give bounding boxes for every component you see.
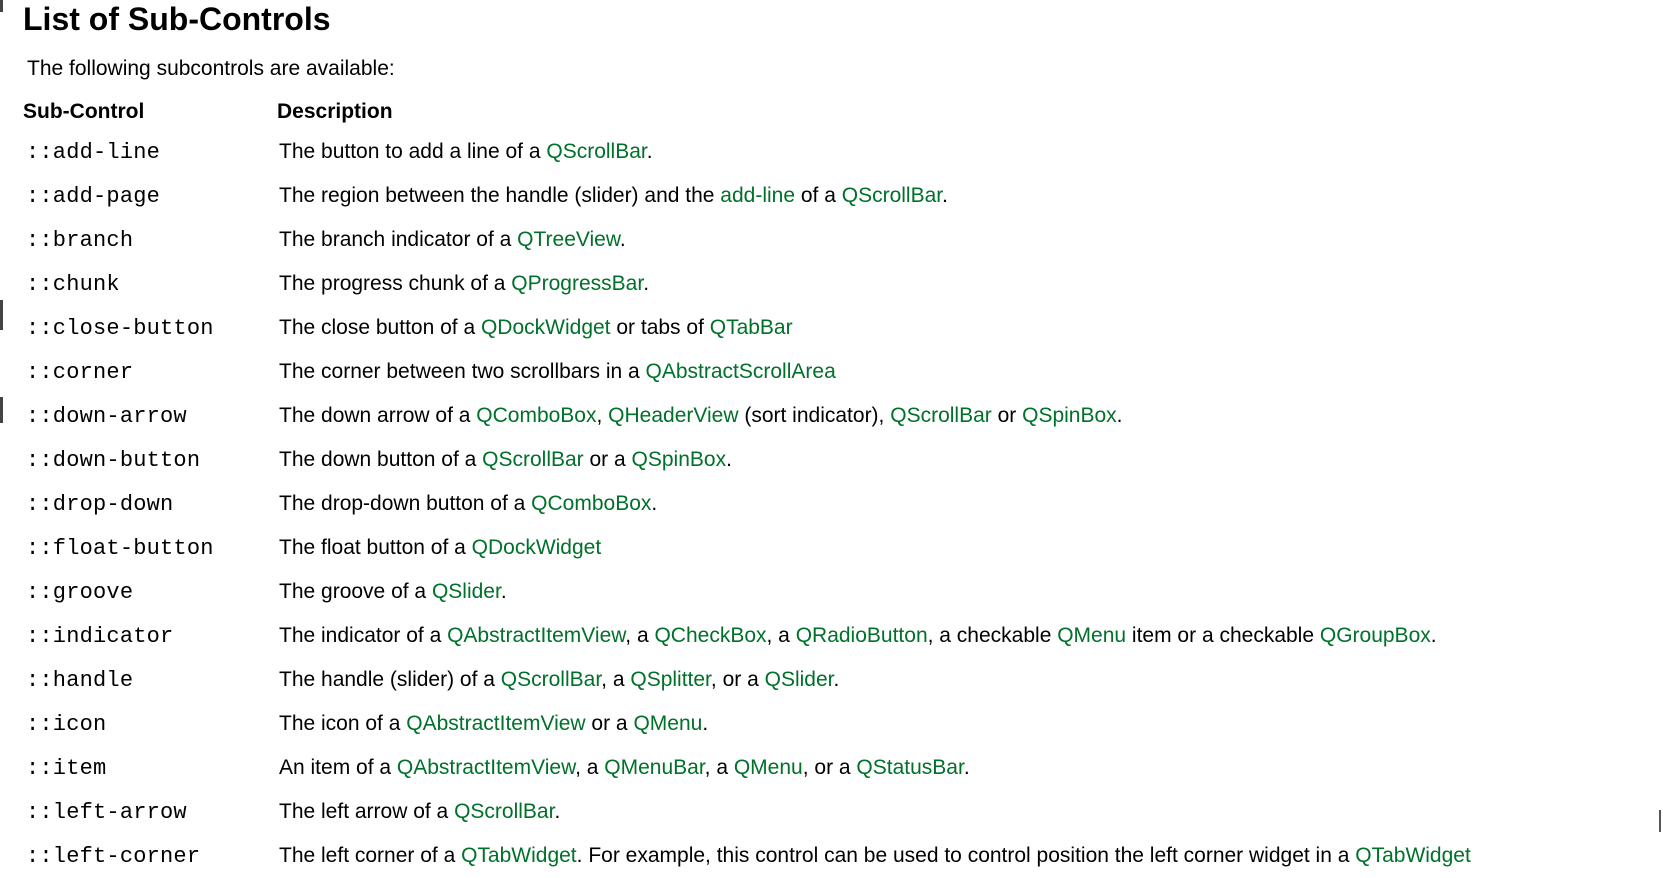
edge-mark	[0, 0, 3, 12]
description-text: .	[833, 668, 840, 691]
table-row	[23, 174, 1471, 218]
description-text: or a	[583, 448, 632, 471]
description-text: The branch indicator of a	[279, 228, 518, 251]
description-text: The icon of a	[279, 712, 407, 735]
subcontrols-table	[23, 94, 1471, 878]
subcontrol-description	[277, 790, 1471, 834]
subcontrol-name: ::indicator	[26, 623, 174, 649]
doc-link[interactable]: QGroupBox	[1319, 624, 1431, 647]
doc-link[interactable]: QMenu	[733, 756, 803, 779]
subcontrol-name: ::down-button	[26, 447, 201, 473]
description-text: , a	[704, 756, 734, 779]
doc-link[interactable]: QRadioButton	[795, 624, 928, 647]
description-text: .	[702, 712, 709, 735]
doc-link[interactable]: QDockWidget	[480, 316, 611, 339]
scrollbar[interactable]	[1657, 0, 1663, 871]
subcontrol-description	[277, 394, 1471, 438]
table-body	[23, 130, 1471, 878]
subcontrol-name: ::icon	[26, 711, 107, 737]
subcontrol-name: ::left-corner	[26, 843, 201, 869]
window-left-edge	[0, 0, 4, 871]
table-row	[23, 834, 1471, 878]
subcontrol-name: ::branch	[26, 227, 134, 253]
description-text: , or a	[802, 756, 857, 779]
doc-link[interactable]: QSpinBox	[1022, 404, 1117, 427]
doc-link[interactable]: QHeaderView	[608, 404, 739, 427]
doc-link[interactable]: QAbstractItemView	[396, 756, 576, 779]
subcontrol-name: ::corner	[26, 359, 134, 385]
table-row	[23, 614, 1471, 658]
table-row	[23, 394, 1471, 438]
description-text: , a	[575, 756, 605, 779]
subcontrol-name: ::groove	[26, 579, 134, 605]
header-description: Description	[277, 100, 393, 123]
subcontrol-description	[277, 174, 1471, 218]
doc-link[interactable]: QScrollBar	[546, 140, 647, 163]
subcontrol-description	[277, 218, 1471, 262]
subcontrol-name: ::item	[26, 755, 107, 781]
doc-link[interactable]: QSpinBox	[631, 448, 727, 471]
description-text: , a	[625, 624, 655, 647]
subcontrol-description	[277, 526, 1471, 570]
subcontrol-description	[277, 658, 1471, 702]
description-text: .	[500, 580, 507, 603]
subcontrol-description	[277, 130, 1471, 174]
table-row	[23, 482, 1471, 526]
description-text: The region between the handle (slider) and the	[279, 184, 721, 207]
doc-link[interactable]: QScrollBar	[482, 448, 584, 471]
doc-link[interactable]: QScrollBar	[841, 184, 943, 207]
table-row	[23, 746, 1471, 790]
description-text: . For example, this control can be used to control position the left corner widget in a	[576, 844, 1356, 867]
doc-link[interactable]: QComboBox	[476, 404, 597, 427]
table-row	[23, 262, 1471, 306]
table-row	[23, 438, 1471, 482]
intro-text: The following subcontrols are available:	[27, 57, 395, 80]
description-text: The left arrow of a	[279, 800, 455, 823]
subcontrol-name: ::left-arrow	[26, 799, 187, 825]
subcontrol-description	[277, 306, 1471, 350]
description-text: of a	[795, 184, 842, 207]
edge-mark	[0, 397, 3, 423]
subcontrol-description	[277, 746, 1471, 790]
subcontrol-description	[277, 262, 1471, 306]
subcontrol-name: ::add-line	[26, 139, 161, 165]
doc-link[interactable]: QMenuBar	[604, 756, 705, 779]
doc-link[interactable]: QSlider	[764, 668, 834, 691]
description-text: item or a checkable	[1126, 624, 1320, 647]
description-text: .	[1430, 624, 1437, 647]
doc-link[interactable]: QScrollBar	[890, 404, 992, 427]
doc-link[interactable]: QScrollBar	[500, 668, 602, 691]
doc-link[interactable]: QScrollBar	[454, 800, 555, 823]
doc-link[interactable]: QAbstractItemView	[406, 712, 586, 735]
table-row	[23, 702, 1471, 746]
doc-link[interactable]: QCheckBox	[654, 624, 767, 647]
doc-link[interactable]: QTabBar	[709, 316, 793, 339]
description-text: or	[991, 404, 1023, 427]
table-row	[23, 350, 1471, 394]
doc-link[interactable]: QSplitter	[630, 668, 711, 691]
subcontrol-description	[277, 570, 1471, 614]
table-row	[23, 526, 1471, 570]
description-text: The down arrow of a	[279, 404, 477, 427]
doc-link[interactable]: QStatusBar	[856, 756, 964, 779]
subcontrol-name: ::drop-down	[26, 491, 174, 517]
description-text: The button to add a line of a	[279, 140, 547, 163]
description-text: An item of a	[279, 756, 397, 779]
subcontrol-description	[277, 350, 1471, 394]
doc-link[interactable]: QTabWidget	[1355, 844, 1471, 867]
description-text: The groove of a	[279, 580, 432, 603]
description-text: .	[646, 140, 653, 163]
description-text: (sort indicator),	[738, 404, 891, 427]
description-text: , or a	[710, 668, 765, 691]
edge-mark	[0, 300, 3, 330]
description-text: The drop-down button of a	[279, 492, 532, 515]
doc-link[interactable]: QMenu	[1057, 624, 1127, 647]
doc-link[interactable]: QTreeView	[517, 228, 620, 251]
table-header-row	[23, 94, 1471, 130]
description-text: .	[619, 228, 626, 251]
subcontrol-description	[277, 482, 1471, 526]
description-text: .	[963, 756, 970, 779]
subcontrol-name: ::close-button	[26, 315, 214, 341]
description-text: or a	[585, 712, 634, 735]
table-row	[23, 790, 1471, 834]
subcontrol-description	[277, 614, 1471, 658]
subcontrol-name: ::chunk	[26, 271, 120, 297]
doc-link[interactable]: QProgressBar	[511, 272, 644, 295]
subcontrol-name: ::add-page	[26, 183, 161, 209]
doc-link[interactable]: QAbstractItemView	[447, 624, 626, 647]
doc-link[interactable]: QDockWidget	[471, 536, 602, 559]
doc-link[interactable]: add-line	[720, 184, 796, 207]
doc-link[interactable]: QMenu	[633, 712, 703, 735]
document-content	[23, 0, 1643, 878]
page-title: List of Sub-Controls	[23, 1, 331, 37]
description-text: or tabs of	[610, 316, 710, 339]
scrollbar-thumb[interactable]	[1659, 810, 1661, 832]
description-text: The float button of a	[279, 536, 472, 559]
subcontrol-name: ::down-arrow	[26, 403, 187, 429]
description-text: .	[651, 492, 658, 515]
header-subcontrol: Sub-Control	[23, 100, 145, 123]
table-row	[23, 570, 1471, 614]
subcontrol-description	[277, 702, 1471, 746]
table-row	[23, 218, 1471, 262]
description-text: ,	[596, 404, 609, 427]
description-text: .	[643, 272, 650, 295]
description-text: .	[942, 184, 948, 207]
description-text: The left corner of a	[279, 844, 462, 867]
subcontrol-description	[277, 438, 1471, 482]
description-text: .	[1116, 404, 1123, 427]
doc-link[interactable]: QComboBox	[531, 492, 652, 515]
description-text: The handle (slider) of a	[279, 668, 501, 691]
description-text: The progress chunk of a	[279, 272, 512, 295]
table-row	[23, 130, 1471, 174]
description-text: The close button of a	[279, 316, 481, 339]
subcontrol-name: ::float-button	[26, 535, 214, 561]
description-text: , a	[766, 624, 796, 647]
description-text: .	[554, 800, 561, 823]
description-text: , a	[601, 668, 631, 691]
subcontrol-name: ::handle	[26, 667, 134, 693]
doc-link[interactable]: QTabWidget	[461, 844, 577, 867]
table-row	[23, 306, 1471, 350]
description-text: The down button of a	[279, 448, 483, 471]
description-text: .	[726, 448, 732, 471]
doc-link[interactable]: QSlider	[431, 580, 501, 603]
description-text: The indicator of a	[279, 624, 448, 647]
doc-link[interactable]: QAbstractScrollArea	[645, 360, 836, 383]
description-text: , a checkable	[927, 624, 1058, 647]
subcontrol-description	[277, 834, 1471, 878]
table-row	[23, 658, 1471, 702]
description-text: The corner between two scrollbars in a	[279, 360, 646, 383]
